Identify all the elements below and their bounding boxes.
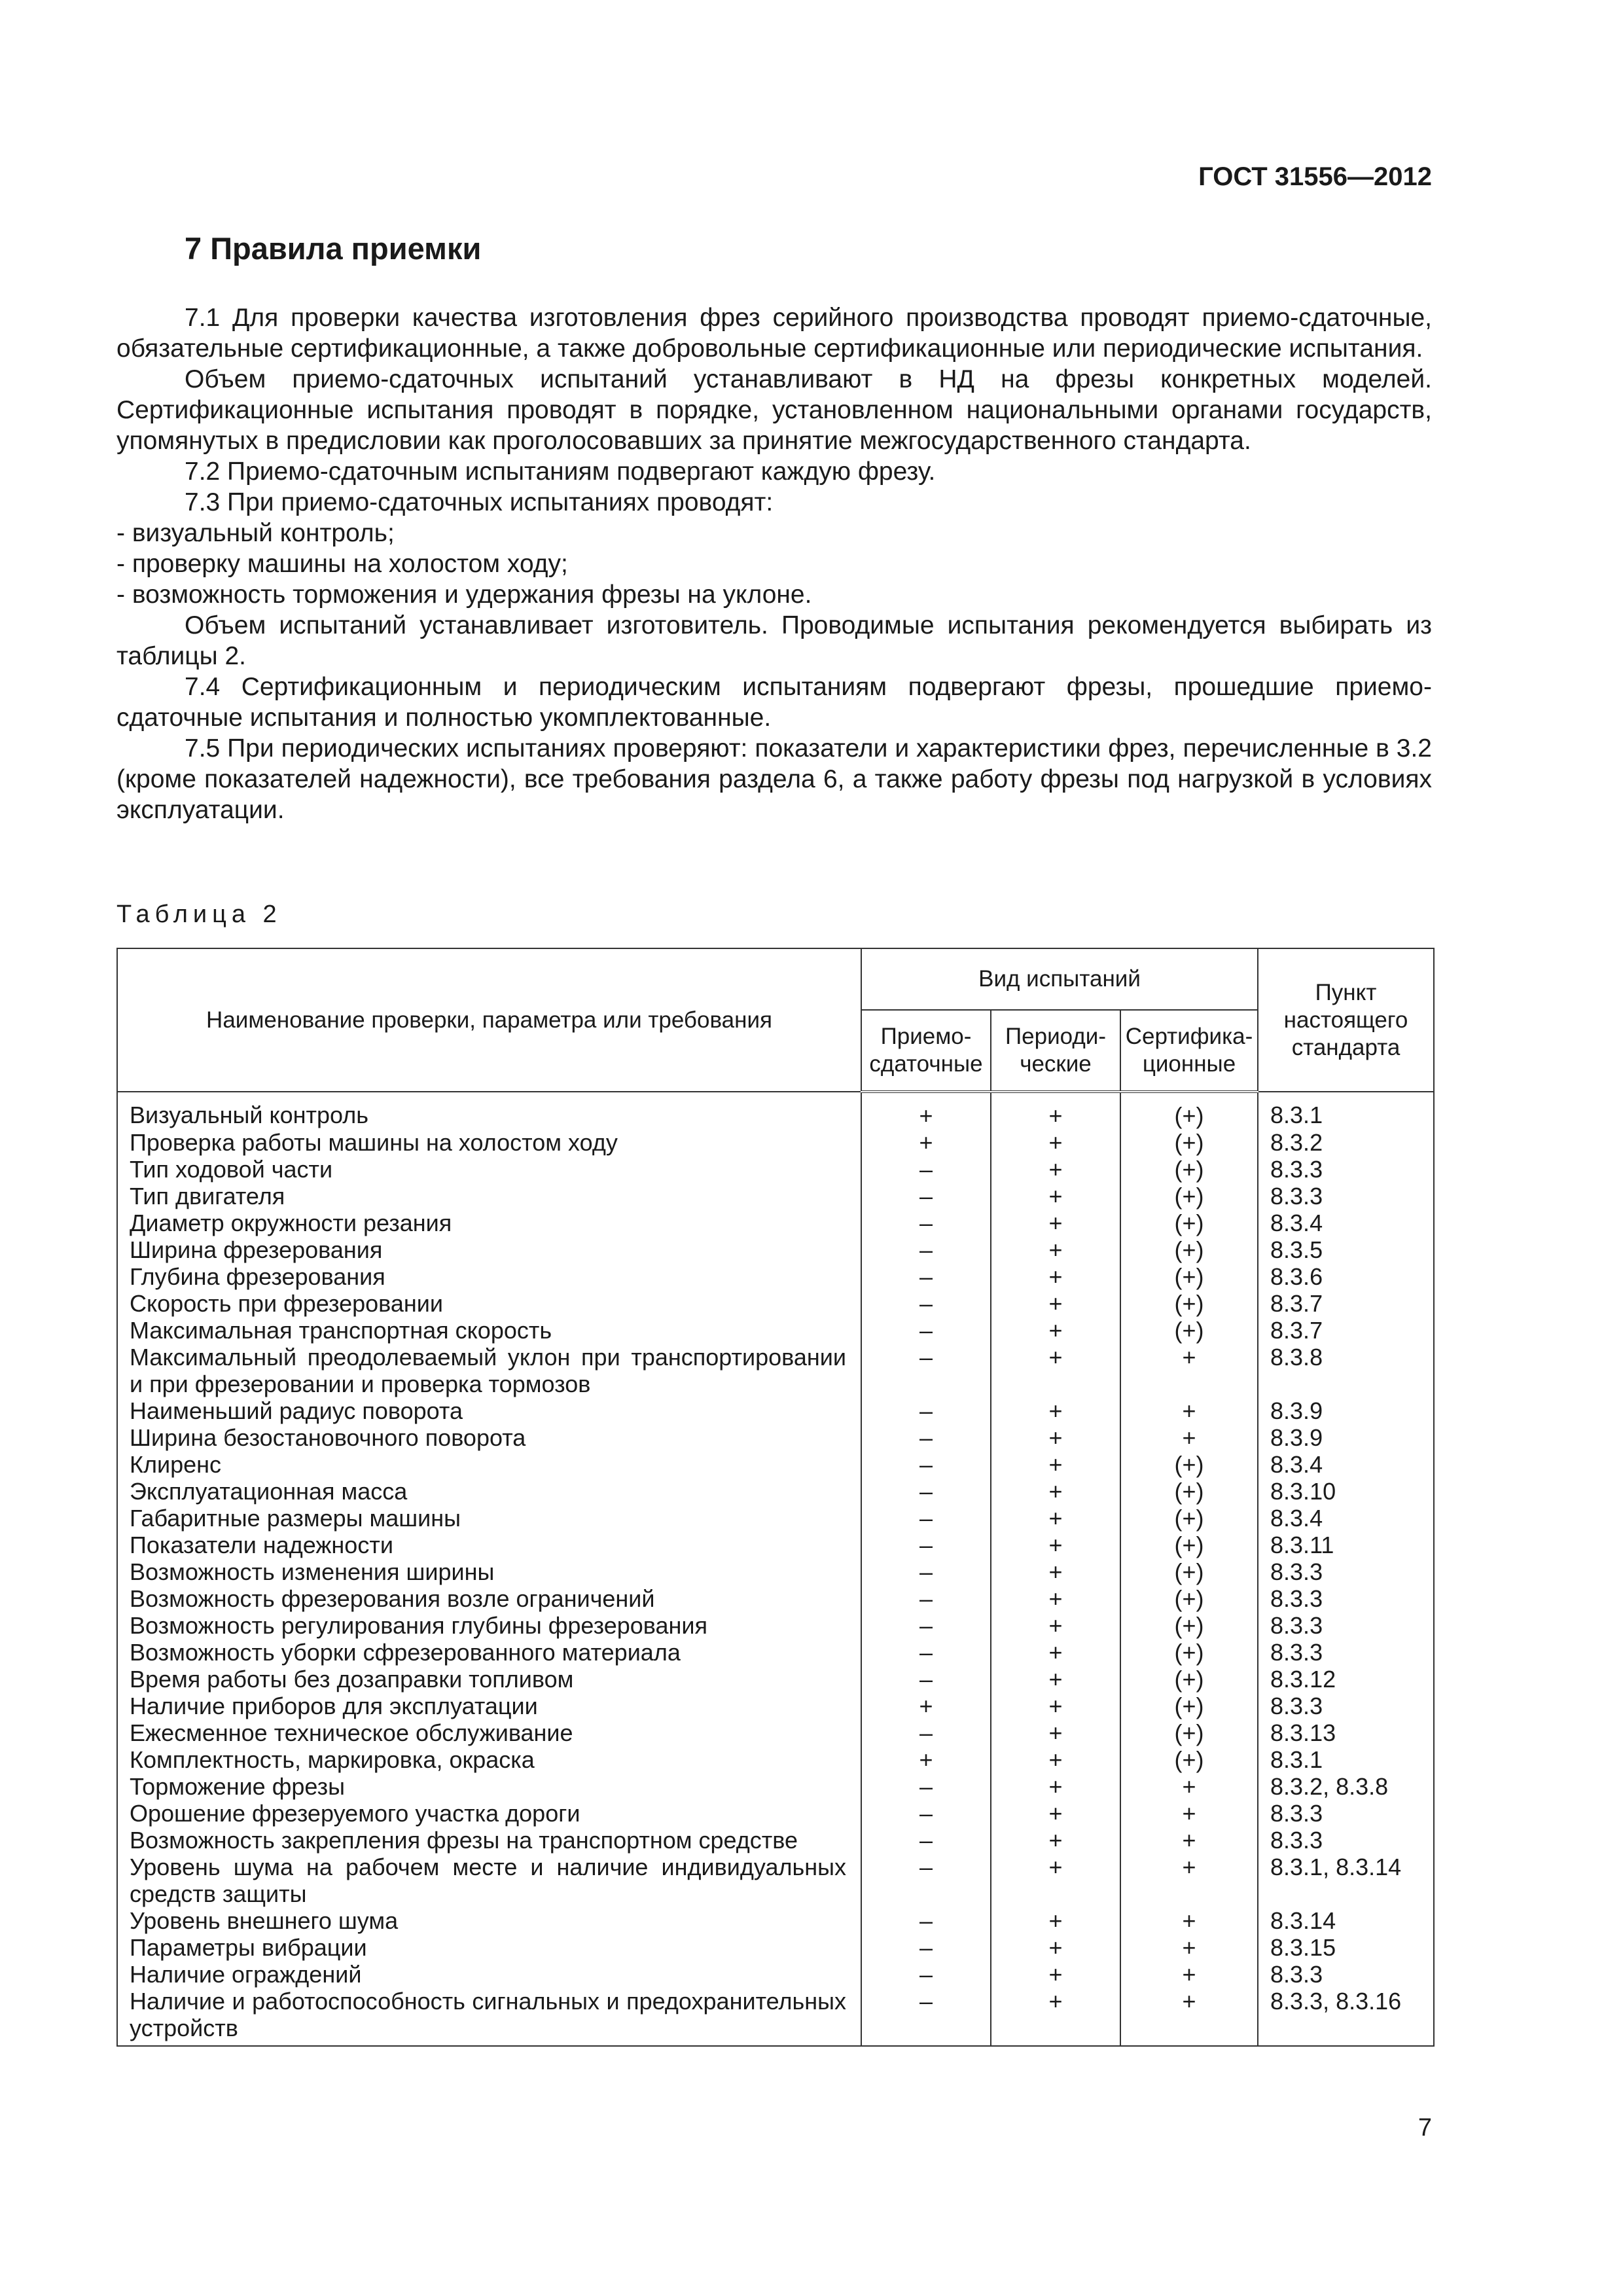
- row-certification: (+): [1120, 1183, 1258, 1210]
- table-row: [117, 1129, 1434, 1156]
- section-title: 7 Правила приемки: [185, 231, 482, 266]
- row-clause: 8.3.3: [1258, 1183, 1434, 1210]
- row-acceptance: –: [861, 1210, 991, 1236]
- row-clause: 8.3.3: [1258, 1156, 1434, 1183]
- row-clause: 8.3.1, 8.3.14: [1258, 1854, 1434, 1907]
- table-row: [117, 1800, 1434, 1827]
- row-name: Максимальный преодолеваемый уклон при транспортировании и при фрезеровании и проверка тормозов: [117, 1344, 861, 1397]
- row-clause: 8.3.4: [1258, 1451, 1434, 1478]
- row-clause: 8.3.2: [1258, 1129, 1434, 1156]
- row-certification: (+): [1120, 1156, 1258, 1183]
- row-clause: 8.3.5: [1258, 1236, 1434, 1263]
- row-acceptance: –: [861, 1612, 991, 1639]
- row-periodic: +: [991, 1719, 1120, 1746]
- row-clause: 8.3.3: [1258, 1693, 1434, 1719]
- row-periodic: +: [991, 1505, 1120, 1532]
- row-clause: 8.3.15: [1258, 1934, 1434, 1961]
- row-certification: +: [1120, 1988, 1258, 2046]
- row-periodic: +: [991, 1317, 1120, 1344]
- table-row: [117, 1092, 1434, 1129]
- row-periodic: +: [991, 1397, 1120, 1424]
- row-certification: (+): [1120, 1210, 1258, 1236]
- paragraph: 7.5 При периодических испытаниях проверяют: показатели и характеристики фрез, перечисленные в 3.2 (кроме показателей надежности), все требования раздела 6, а также работу фрезы под нагрузкой в условиях эксплуатации.: [116, 734, 1432, 824]
- row-name: Клиренс: [117, 1451, 861, 1478]
- table-caption: Таблица 2: [116, 901, 282, 928]
- row-periodic: +: [991, 1236, 1120, 1263]
- row-clause: 8.3.4: [1258, 1210, 1434, 1236]
- row-periodic: +: [991, 1129, 1120, 1156]
- table-row: [117, 1585, 1434, 1612]
- row-acceptance: +: [861, 1092, 991, 1129]
- row-certification: (+): [1120, 1585, 1258, 1612]
- row-clause: 8.3.3: [1258, 1639, 1434, 1666]
- row-certification: (+): [1120, 1317, 1258, 1344]
- row-certification: (+): [1120, 1236, 1258, 1263]
- row-acceptance: –: [861, 1854, 991, 1907]
- row-acceptance: –: [861, 1558, 991, 1585]
- table-row: [117, 1478, 1434, 1505]
- row-name: Уровень внешнего шума: [117, 1907, 861, 1934]
- row-name: Орошение фрезеруемого участка дороги: [117, 1800, 861, 1827]
- table-row: [117, 1827, 1434, 1854]
- row-periodic: +: [991, 1558, 1120, 1585]
- row-name: Проверка работы машины на холостом ходу: [117, 1129, 861, 1156]
- paragraph: 7.3 При приемо-сдаточных испытаниях проводят:: [185, 488, 774, 516]
- row-clause: 8.3.3: [1258, 1558, 1434, 1585]
- row-clause: 8.3.2, 8.3.8: [1258, 1773, 1434, 1800]
- row-name: Наименьший радиус поворота: [117, 1397, 861, 1424]
- table-row: [117, 1612, 1434, 1639]
- row-clause: 8.3.6: [1258, 1263, 1434, 1290]
- row-periodic: +: [991, 1210, 1120, 1236]
- row-certification: (+): [1120, 1558, 1258, 1585]
- row-clause: 8.3.9: [1258, 1397, 1434, 1424]
- row-acceptance: –: [861, 1263, 991, 1290]
- row-acceptance: –: [861, 1639, 991, 1666]
- table-row: [117, 1317, 1434, 1344]
- row-periodic: +: [991, 1639, 1120, 1666]
- row-periodic: +: [991, 1451, 1120, 1478]
- table-row: [117, 1988, 1434, 2046]
- row-clause: 8.3.7: [1258, 1290, 1434, 1317]
- row-certification: (+): [1120, 1092, 1258, 1129]
- row-clause: 8.3.4: [1258, 1505, 1434, 1532]
- table-row: [117, 1263, 1434, 1290]
- row-periodic: +: [991, 1773, 1120, 1800]
- row-certification: (+): [1120, 1639, 1258, 1666]
- row-periodic: +: [991, 1907, 1120, 1934]
- row-clause: 8.3.3: [1258, 1827, 1434, 1854]
- row-clause: 8.3.1: [1258, 1746, 1434, 1773]
- body-text: [116, 302, 1432, 825]
- table-row: [117, 1854, 1434, 1907]
- row-acceptance: +: [861, 1129, 991, 1156]
- row-periodic: +: [991, 1424, 1120, 1451]
- row-clause: 8.3.11: [1258, 1532, 1434, 1558]
- row-acceptance: –: [861, 1397, 991, 1424]
- paragraph: 7.2 Приемо-сдаточным испытаниям подвергают каждую фрезу.: [185, 457, 936, 486]
- row-name: Ширина фрезерования: [117, 1236, 861, 1263]
- row-certification: +: [1120, 1800, 1258, 1827]
- row-certification: +: [1120, 1854, 1258, 1907]
- row-clause: 8.3.14: [1258, 1907, 1434, 1934]
- row-acceptance: –: [861, 1719, 991, 1746]
- row-acceptance: –: [861, 1451, 991, 1478]
- table-row: [117, 1532, 1434, 1558]
- paragraph: Объем приемо-сдаточных испытаний устанавливают в НД на фрезы конкретных моделей. Сертификационные испытания проводят в порядке, установленном национальными органами государств, упомянутых в предисловии как проголосовавших за принятие межгосударственного стандарта.: [116, 365, 1432, 455]
- table-row: [117, 1424, 1434, 1451]
- row-clause: 8.3.3: [1258, 1585, 1434, 1612]
- header-acceptance: Приемо- сдаточные: [861, 1010, 991, 1092]
- table-row: [117, 1397, 1434, 1424]
- table-row: [117, 1961, 1434, 1988]
- row-name: Визуальный контроль: [117, 1092, 861, 1129]
- row-name: Эксплуатационная масса: [117, 1478, 861, 1505]
- row-clause: 8.3.12: [1258, 1666, 1434, 1693]
- table-row: [117, 1934, 1434, 1961]
- table-row: [117, 1666, 1434, 1693]
- list-item: - визуальный контроль;: [116, 519, 395, 547]
- row-acceptance: –: [861, 1585, 991, 1612]
- row-certification: (+): [1120, 1263, 1258, 1290]
- row-name: Время работы без дозаправки топливом: [117, 1666, 861, 1693]
- row-name: Уровень шума на рабочем месте и наличие индивидуальных средств защиты: [117, 1854, 861, 1907]
- row-certification: (+): [1120, 1666, 1258, 1693]
- row-acceptance: –: [861, 1290, 991, 1317]
- table-row: [117, 1290, 1434, 1317]
- table-row: [117, 1183, 1434, 1210]
- row-acceptance: +: [861, 1746, 991, 1773]
- row-certification: +: [1120, 1907, 1258, 1934]
- row-certification: (+): [1120, 1290, 1258, 1317]
- row-certification: +: [1120, 1397, 1258, 1424]
- row-periodic: +: [991, 1746, 1120, 1773]
- row-name: Комплектность, маркировка, окраска: [117, 1746, 861, 1773]
- row-name: Торможение фрезы: [117, 1773, 861, 1800]
- page-number: 7: [1418, 2114, 1432, 2142]
- row-certification: +: [1120, 1424, 1258, 1451]
- paragraph: Объем испытаний устанавливает изготовитель. Проводимые испытания рекомендуется выбирать из таблицы 2.: [116, 611, 1432, 670]
- row-certification: +: [1120, 1934, 1258, 1961]
- row-name: Возможность изменения ширины: [117, 1558, 861, 1585]
- header-name: Наименование проверки, параметра или требования: [117, 948, 861, 1092]
- table-row: [117, 1719, 1434, 1746]
- row-acceptance: –: [861, 1934, 991, 1961]
- table-row: [117, 1505, 1434, 1532]
- row-periodic: +: [991, 1156, 1120, 1183]
- row-certification: (+): [1120, 1532, 1258, 1558]
- row-acceptance: –: [861, 1800, 991, 1827]
- row-certification: +: [1120, 1344, 1258, 1397]
- header-clause: Пункт настоящего стандарта: [1258, 948, 1434, 1092]
- row-periodic: +: [991, 1666, 1120, 1693]
- tests-table: [116, 948, 1435, 2047]
- row-name: Параметры вибрации: [117, 1934, 861, 1961]
- row-certification: +: [1120, 1773, 1258, 1800]
- row-periodic: +: [991, 1183, 1120, 1210]
- row-acceptance: –: [861, 1156, 991, 1183]
- row-periodic: +: [991, 1478, 1120, 1505]
- standard-header: ГОСТ 31556—2012: [1198, 162, 1432, 191]
- table-row: [117, 1746, 1434, 1773]
- row-periodic: +: [991, 1934, 1120, 1961]
- row-certification: (+): [1120, 1719, 1258, 1746]
- row-name: Скорость при фрезеровании: [117, 1290, 861, 1317]
- row-name: Показатели надежности: [117, 1532, 861, 1558]
- row-name: Габаритные размеры машины: [117, 1505, 861, 1532]
- row-clause: 8.3.9: [1258, 1424, 1434, 1451]
- row-acceptance: –: [861, 1183, 991, 1210]
- row-clause: 8.3.10: [1258, 1478, 1434, 1505]
- row-name: Диаметр окружности резания: [117, 1210, 861, 1236]
- row-certification: (+): [1120, 1505, 1258, 1532]
- row-name: Максимальная транспортная скорость: [117, 1317, 861, 1344]
- row-certification: (+): [1120, 1746, 1258, 1773]
- row-periodic: +: [991, 1612, 1120, 1639]
- row-name: Наличие приборов для эксплуатации: [117, 1693, 861, 1719]
- row-periodic: +: [991, 1344, 1120, 1397]
- list-item: - возможность торможения и удержания фрезы на уклоне.: [116, 581, 812, 609]
- table-row: [117, 1156, 1434, 1183]
- paragraph: 7.1 Для проверки качества изготовления фрез серийного производства проводят приемо-сдаточные, обязательные сертификационные, а также добровольные сертификационные или периодические испытания.: [116, 304, 1432, 363]
- row-periodic: +: [991, 1693, 1120, 1719]
- row-clause: 8.3.3: [1258, 1800, 1434, 1827]
- row-name: Тип двигателя: [117, 1183, 861, 1210]
- row-name: Наличие и работоспособность сигнальных и предохранительных устройств: [117, 1988, 861, 2046]
- row-clause: 8.3.3, 8.3.16: [1258, 1988, 1434, 2046]
- row-periodic: +: [991, 1092, 1120, 1129]
- row-acceptance: –: [861, 1666, 991, 1693]
- row-name: Возможность уборки сфрезерованного материала: [117, 1639, 861, 1666]
- row-periodic: +: [991, 1961, 1120, 1988]
- row-acceptance: –: [861, 1532, 991, 1558]
- row-certification: (+): [1120, 1129, 1258, 1156]
- row-acceptance: –: [861, 1961, 991, 1988]
- row-name: Возможность регулирования глубины фрезерования: [117, 1612, 861, 1639]
- row-name: Возможность фрезерования возле ограничений: [117, 1585, 861, 1612]
- row-name: Ширина безостановочного поворота: [117, 1424, 861, 1451]
- row-acceptance: +: [861, 1693, 991, 1719]
- table-row: [117, 1693, 1434, 1719]
- row-name: Наличие ограждений: [117, 1961, 861, 1988]
- table-row: [117, 1344, 1434, 1397]
- row-acceptance: –: [861, 1344, 991, 1397]
- table-row: [117, 1773, 1434, 1800]
- row-acceptance: –: [861, 1505, 991, 1532]
- row-name: Тип ходовой части: [117, 1156, 861, 1183]
- row-periodic: +: [991, 1854, 1120, 1907]
- row-certification: (+): [1120, 1451, 1258, 1478]
- row-certification: (+): [1120, 1612, 1258, 1639]
- header-periodic: Периоди- ческие: [991, 1010, 1120, 1092]
- row-periodic: +: [991, 1827, 1120, 1854]
- list-item: - проверку машины на холостом ходу;: [116, 550, 568, 578]
- row-periodic: +: [991, 1532, 1120, 1558]
- row-acceptance: –: [861, 1827, 991, 1854]
- table-row: [117, 1210, 1434, 1236]
- row-periodic: +: [991, 1585, 1120, 1612]
- row-clause: 8.3.8: [1258, 1344, 1434, 1397]
- row-periodic: +: [991, 1800, 1120, 1827]
- table-row: [117, 1558, 1434, 1585]
- row-clause: 8.3.7: [1258, 1317, 1434, 1344]
- header-test-type: Вид испытаний: [861, 948, 1258, 1010]
- table-row: [117, 1639, 1434, 1666]
- row-acceptance: –: [861, 1773, 991, 1800]
- row-certification: +: [1120, 1827, 1258, 1854]
- row-name: Ежесменное техническое обслуживание: [117, 1719, 861, 1746]
- row-clause: 8.3.3: [1258, 1961, 1434, 1988]
- row-acceptance: –: [861, 1988, 991, 2046]
- row-acceptance: –: [861, 1424, 991, 1451]
- row-name: Глубина фрезерования: [117, 1263, 861, 1290]
- paragraph: 7.4 Сертификационным и периодическим испытаниям подвергают фрезы, прошедшие приемо-сдаточные испытания и полностью укомплектованные.: [116, 673, 1432, 732]
- row-certification: (+): [1120, 1693, 1258, 1719]
- table-row: [117, 1907, 1434, 1934]
- table-row: [117, 1451, 1434, 1478]
- row-clause: 8.3.1: [1258, 1092, 1434, 1129]
- row-acceptance: –: [861, 1236, 991, 1263]
- row-certification: (+): [1120, 1478, 1258, 1505]
- row-periodic: +: [991, 1290, 1120, 1317]
- row-clause: 8.3.13: [1258, 1719, 1434, 1746]
- row-periodic: +: [991, 1988, 1120, 2046]
- header-certification: Сертифика- ционные: [1120, 1010, 1258, 1092]
- row-acceptance: –: [861, 1478, 991, 1505]
- row-acceptance: –: [861, 1907, 991, 1934]
- row-name: Возможность закрепления фрезы на транспортном средстве: [117, 1827, 861, 1854]
- row-clause: 8.3.3: [1258, 1612, 1434, 1639]
- row-periodic: +: [991, 1263, 1120, 1290]
- row-acceptance: –: [861, 1317, 991, 1344]
- table-row: [117, 1236, 1434, 1263]
- row-certification: +: [1120, 1961, 1258, 1988]
